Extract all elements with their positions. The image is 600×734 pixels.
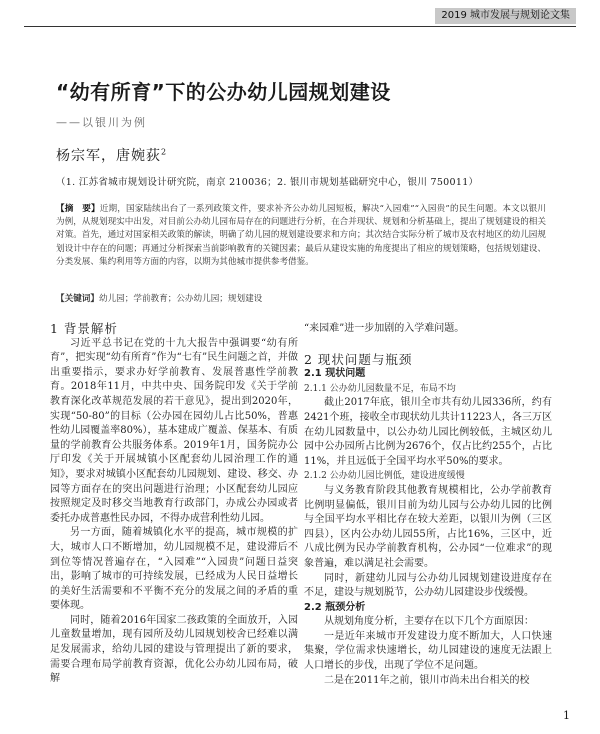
subsubsection-heading-2-1-2: 2.1.2 公办幼儿园比例低，建设进度缓慢 — [304, 471, 465, 482]
subsection-heading-2-2: 2.2 瓶颈分析 — [304, 601, 366, 613]
paragraph: 习近平总书记在党的十九大报告中强调要“幼有所育”，把实现“幼有所育”作为“七有”民生问题之首，并做出重要指示，要求办好学前教育、发展普惠性学前教育。2018年11月，中共中央、国务院印发《关于学前教育深化改革规范发展的若干意见》，提出到2020年，实现“50-80”的目标（公办园在园幼儿占比50%，普惠性幼儿园覆盖率80%），基本建成广覆盖、保基本、有质量的学前教育公共服务体系。2019年1月，国务院办公厅印发《关于开展城镇小区配套幼儿园治理工作的通知》，要求对城镇小区配套幼儿园规划、建设、移交、办园等方面存在的突出问题进行治理；小区配套幼儿园应按照规定及时移交当地教育行政部门，办成公办园或者委托办成普惠性民办园，不得办成营利性幼儿园。 — [50, 337, 298, 524]
subsection-heading-2-1: 2.1 现状问题 — [304, 368, 366, 380]
paper-subtitle: ——以银川为例 — [56, 116, 147, 129]
subsubsection-heading-2-1-1: 2.1.1 公办幼儿园数量不足，布局不均 — [304, 383, 456, 394]
author-superscript: 2 — [161, 147, 168, 157]
paragraph: 与义务教育阶段其他教育规模相比，公办学前教育比例明显偏低，银川目前为幼儿园与公办幼儿园的比例与全国平均水平相比存在较大差距，以银川为例（三区四县），区内公办幼儿园55所，占比16%，三区中，近八成比例为民办学前教育机构，公办园“一位难求”的现象普遍，难以满足社会需要。 — [304, 484, 552, 569]
affiliation: （1. 江苏省城市规划设计研究院，南京 210036；2. 银川市规划基础研究中心，银川 750011） — [56, 177, 479, 188]
paragraph: “来园难”进一步加剧的入学难问题。 — [304, 323, 465, 334]
paragraph: 从规划角度分析，主要存在以下几个方面原因： — [324, 616, 534, 628]
abstract — [56, 203, 546, 269]
keywords-text: 幼儿园；学前教育；公办幼儿园；规划建设 — [98, 294, 263, 304]
left-column — [50, 322, 298, 687]
paragraph: 一是近年来城市开发建设力度不断加大，人口快速集聚，学位需求快速增长，幼儿园建设的速度无法跟上人口增长的步伐，出现了学位不足问题。 — [304, 630, 552, 672]
paragraph: 二是在2011年之前，银川市尚未出台相关的校 — [324, 674, 530, 686]
paragraph: 同时，随着2016年国家二孩政策的全面放开，入园儿童数量增加，现有园所及幼儿园规划校舍已经难以满足发展需求，给幼儿园的建设与管理提出了新的要求，需要合理布局学前教育资源，优化公办幼儿园布局，破解 — [50, 614, 298, 685]
journal-header: 2019 城市发展与规划论文集 — [435, 8, 576, 24]
abstract-label: 【摘 要】 — [56, 204, 100, 214]
keywords — [56, 292, 546, 304]
section-heading-1: 1 背景解析 — [50, 321, 118, 336]
header-rule — [24, 26, 576, 27]
paragraph: 另一方面，随着城镇化水平的提高，城市规模的扩大，城市人口不断增加，幼儿园规模不足，建设滞后不到位等情况普遍存在，“入园难”“入园贵”问题日益突出，影响了城市的可持续发展，已经成为人民日益增长的美好生活需要和不平衡不充分的发展之间的矛盾的重要体现。 — [50, 527, 298, 612]
paper-title: “幼有所育”下的公办幼儿园规划建设 — [56, 80, 391, 104]
paragraph: 截止2017年底，银川全市共有幼儿园336所，约有2421个班，接收全市现状幼儿共计11223人，各三万区在幼儿园数量中，以公办幼儿园比例较低，主城区幼儿园中公办园所占比例为2676个，仅占比约255个，占比11%，并且远低于全国平均水平50%的要求。 — [304, 397, 552, 467]
keywords-label: 【关键词】 — [56, 294, 99, 304]
paragraph: 同时，新建幼儿园与公办幼儿园规划建设进度存在不足，建设与规划脱节，公办幼儿园建设步伐缓慢。 — [304, 572, 552, 599]
right-column — [304, 322, 552, 688]
author-names: 杨宗军，唐婉荻 — [56, 148, 161, 164]
section-heading-2: 2 现状问题与瓶颈 — [304, 351, 413, 367]
abstract-text: 近期，国家陆续出台了一系列政策文件，要求补齐公办幼儿园短板，解决“入园难”“入园贵”的民生问题。本文以银川为例，从规划现实中出发，对目前公办幼儿园布局存在的问题进行分析，在合并现状、规划和分析基础上，提出了规划建设的相关对策。首先，通过对国家相关政策的解读，明确了幼儿园的规划建设要求和方向；其次结合实际分析了城市及农村地区的幼儿园规划设计中存在的问题；再通过分析探索当前影响教育的关键因素；最后从建设实施的角度提出了相应的规划策略，包括规划建设、分类发展、集约利用等方面的内容，以期为其他城市提供参考借鉴。 — [56, 204, 546, 267]
authors — [56, 145, 167, 165]
page-number: 1 — [563, 709, 570, 722]
